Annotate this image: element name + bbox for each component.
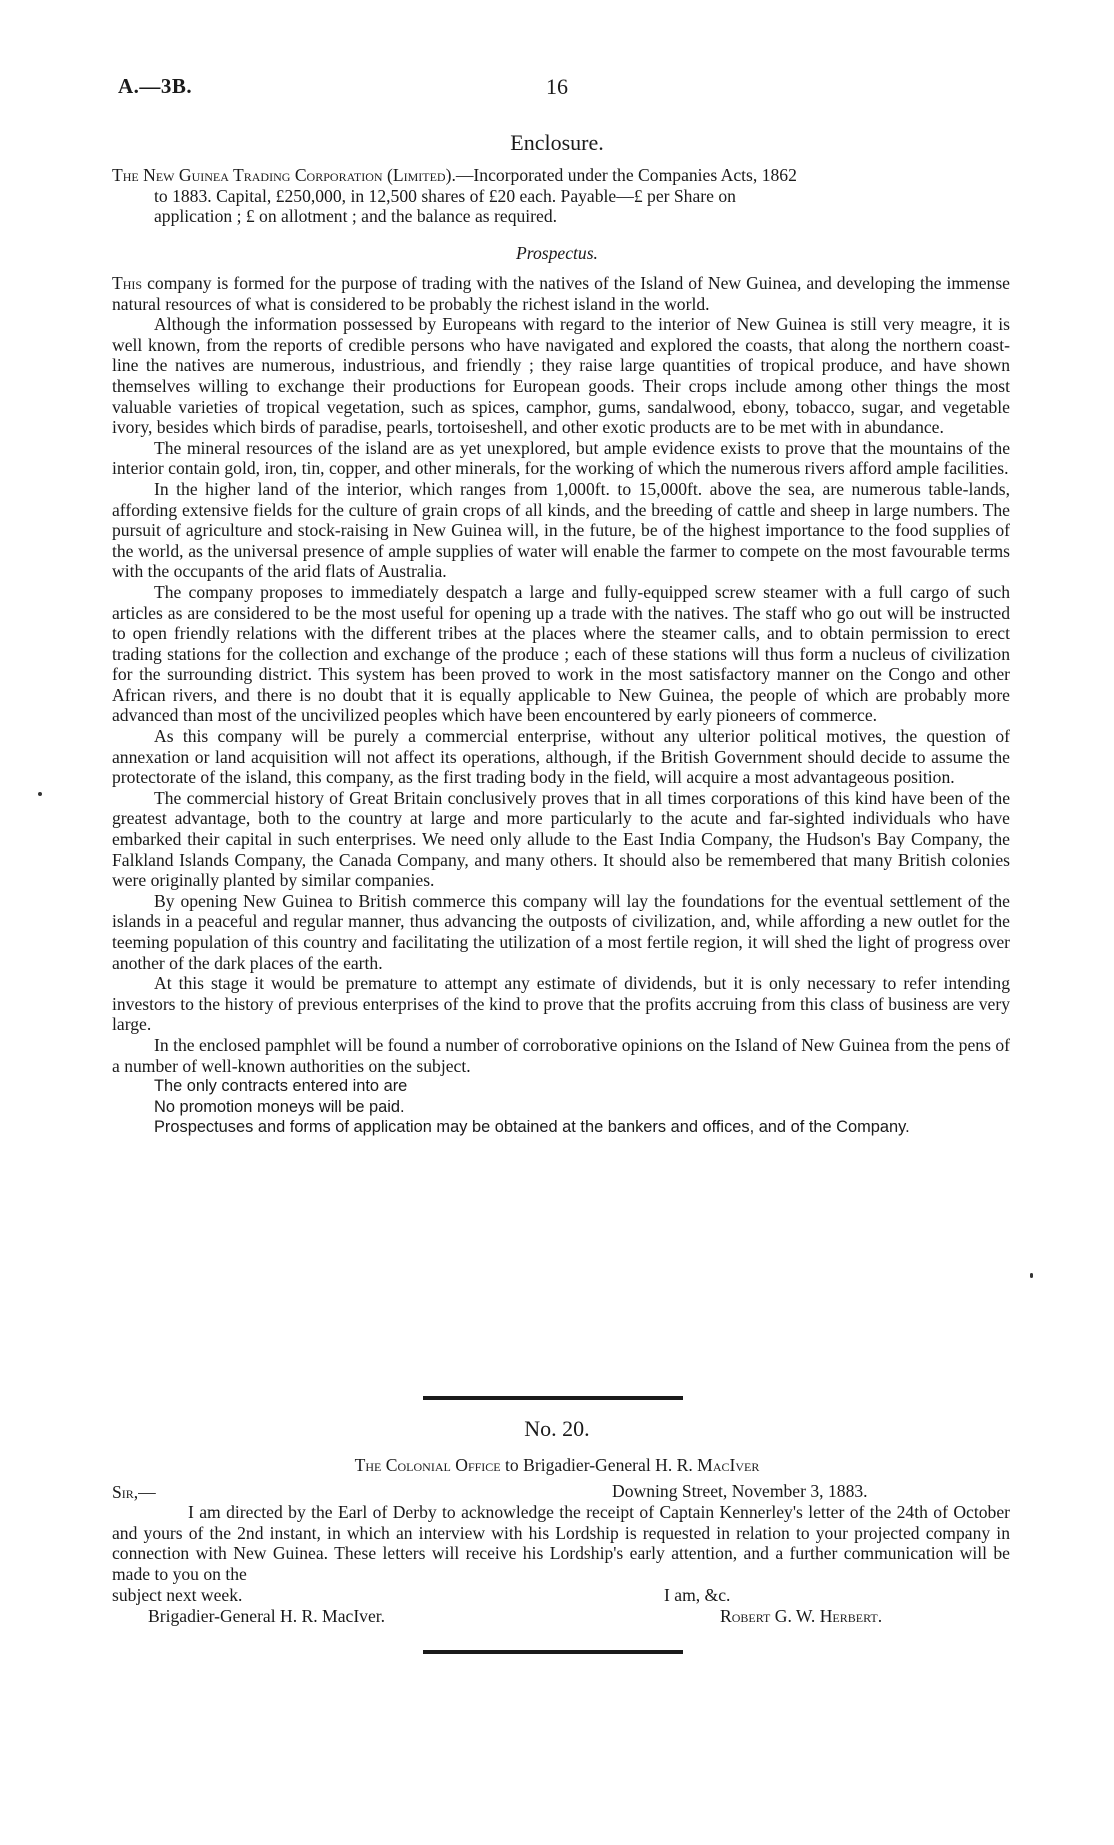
signature-text: Robert G. W. Herbert. bbox=[720, 1606, 883, 1626]
prospectus-paragraph: The company proposes to immediately despatch a large and fully-equipped screw steamer with a full cargo of such articles as are considered to be the most useful for opening up a trade with the natives. The staff who go out will be instructed to open friendly relations with the different tribes at the places where the steamer calls, and to obtain permission to erect trading stations for the collection and exchange of the produce ; each of these stations will thus form a nucleus of civilization for the surrounding district. This system has been proved to work in the most satisfactory manner on the Congo and other African rivers, and there is no doubt that it is equally applicable to New Guinea, the people of which are probably more advanced than most of the uncivilized peoples which have been encountered by early pioneers of commerce. bbox=[112, 581, 1010, 726]
corporation-line-1 bbox=[112, 165, 1010, 186]
section-divider-bottom bbox=[423, 1650, 683, 1654]
paragraph-lead: This bbox=[112, 273, 143, 293]
prospectus-paragraph: The only contracts entered into are bbox=[154, 1077, 408, 1096]
letter-date: Downing Street, November 3, 1883. bbox=[612, 1481, 868, 1501]
paragraph-text: company is formed for the purpose of trading with the natives of the Island of New Guinea, and developing the immense natural resources of what is considered to be probably the richest island in the world. bbox=[112, 273, 1010, 314]
prospectus-paragraph: Prospectuses and forms of application may be obtained at the bankers and offices, and of the Company. bbox=[154, 1118, 910, 1137]
letter-closing: I am, &c. bbox=[664, 1585, 731, 1605]
prospectus-paragraph: In the higher land of the interior, which ranges from 1,000ft. to 15,000ft. above the sea, are numerous table-lands, affording extensive fields for the culture of grain crops of all kinds, and the breeding of cattle and sheep in large numbers. The pursuit of agriculture and stock-raising in New Guinea will, in the future, be of the highest importance to the food supplies of the world, as the universal presence of ample supplies of water will enable the farmer to compete on the most favourable terms with the occupants of the arid flats of Australia. bbox=[112, 478, 1010, 582]
section-divider-top bbox=[423, 1396, 683, 1400]
prospectus-paragraph: No promotion moneys will be paid. bbox=[154, 1097, 405, 1116]
letter-salutation bbox=[112, 1482, 156, 1503]
prospectus-paragraph: The commercial history of Great Britain conclusively proves that in all times corporations of this kind have been of the greatest advantage, both to the country at large and more particularly to the acute and far-sighted individuals who have embarked their capital in such enterprises. We need only allude to the East India Company, the Hudson's Bay Company, the Falkland Islands Company, the Canada Company, and many others. It should also be remembered that many British colonies were originally planted by similar companies. bbox=[112, 787, 1010, 891]
letter-addressee: Brigadier-General H. R. MacIver. bbox=[148, 1606, 386, 1626]
letter-signature bbox=[720, 1606, 882, 1627]
prospectus-paragraph: The mineral resources of the island are as yet unexplored, but ample evidence exists to prove that the mountains of the interior contain gold, iron, tin, copper, and other minerals, for the working of which the numerous rivers afford ample facilities. bbox=[112, 437, 1010, 479]
page-speck bbox=[1030, 1273, 1033, 1278]
page-speck bbox=[38, 792, 42, 796]
page-number: 16 bbox=[546, 74, 568, 99]
letter-number: No. 20. bbox=[524, 1416, 590, 1441]
prospectus-paragraph: By opening New Guinea to British commerce this company will lay the foundations for the eventual settlement of the islands in a peaceful and regular manner, thus advancing the outposts of civilization, and, while affording a new outlet for the teeming population of this country and facilitating the utilization of a most fertile region, it will shed the light of progress over another of the dark places of the earth. bbox=[112, 890, 1010, 973]
corporation-capital: to 1883. Capital, £250,000, in 12,500 shares of £20 each. Payable—£ per Share on bbox=[154, 185, 736, 206]
salutation-text: Sir,— bbox=[112, 1482, 156, 1502]
prospectus-body bbox=[112, 273, 1010, 1138]
letter-subject-line: subject next week. bbox=[112, 1585, 243, 1605]
corporation-payment: application ; £ on allotment ; and the balance as required. bbox=[154, 206, 558, 226]
letter-from: The Colonial Office bbox=[354, 1455, 501, 1475]
prospectus-title: Prospectus. bbox=[516, 243, 598, 263]
corporation-heading bbox=[112, 165, 1010, 227]
letter-to-name: MacIver bbox=[697, 1455, 760, 1475]
prospectus-paragraph: At this stage it would be premature to attempt any estimate of dividends, but it is only necessary to refer intending investors to the history of previous enterprises of the kind to prove that the profits accruing from this class of business are very large. bbox=[112, 973, 1010, 1035]
document-reference: A.—3B. bbox=[118, 74, 193, 98]
letter-body: I am directed by the Earl of Derby to acknowledge the receipt of Captain Kennerley's letter of the 24th of October and yours of the 2nd instant, in which an interview with his Lordship is requested in relation to your projected company in connection with New Guinea. These letters will receive his Lordship's early attention, and a further communication will be made to you on the bbox=[112, 1502, 1010, 1584]
corporation-name: The New Guinea Trading Corporation bbox=[112, 165, 383, 185]
prospectus-paragraph: As this company will be purely a commercial enterprise, without any ulterior political motives, the question of annexation or land acquisition will not affect its operations, although, if the British Government should decide to assume the protectorate of the island, this company, as the first trading body in the field, will acquire a most advantageous position. bbox=[112, 726, 1010, 788]
corporation-limited: (Limited) bbox=[386, 165, 452, 185]
prospectus-paragraph: In the enclosed pamphlet will be found a number of corroborative opinions on the Island of New Guinea from the pens of a number of well-known authorities on the subject. bbox=[112, 1034, 1010, 1076]
prospectus-paragraph: Although the information possessed by Europeans with regard to the interior of New Guinea is still very meagre, it is well known, from the reports of credible persons who have navigated and explored the coasts, that along the northern coast-line the natives are numerous, industrious, and friendly ; they raise large quantities of tropical produce, and have shown themselves willing to exchange their productions for European goods. Their crops include among other things the most valuable varieties of tropical vegetation, such as spices, camphor, gums, sandalwood, ebony, tobacco, sugar, and vegetable ivory, besides which birds of paradise, pearls, tortoiseshell, and other exotic products are to be met with in abundance. bbox=[112, 314, 1010, 438]
prospectus-paragraph bbox=[112, 273, 1010, 314]
letter-heading bbox=[0, 1455, 1114, 1476]
corporation-incorporation: .—Incorporated under the Companies Acts, 1862 bbox=[451, 165, 797, 185]
letter-to-prefix: to Brigadier-General H. R. bbox=[500, 1455, 698, 1475]
enclosure-heading: Enclosure. bbox=[510, 130, 604, 155]
